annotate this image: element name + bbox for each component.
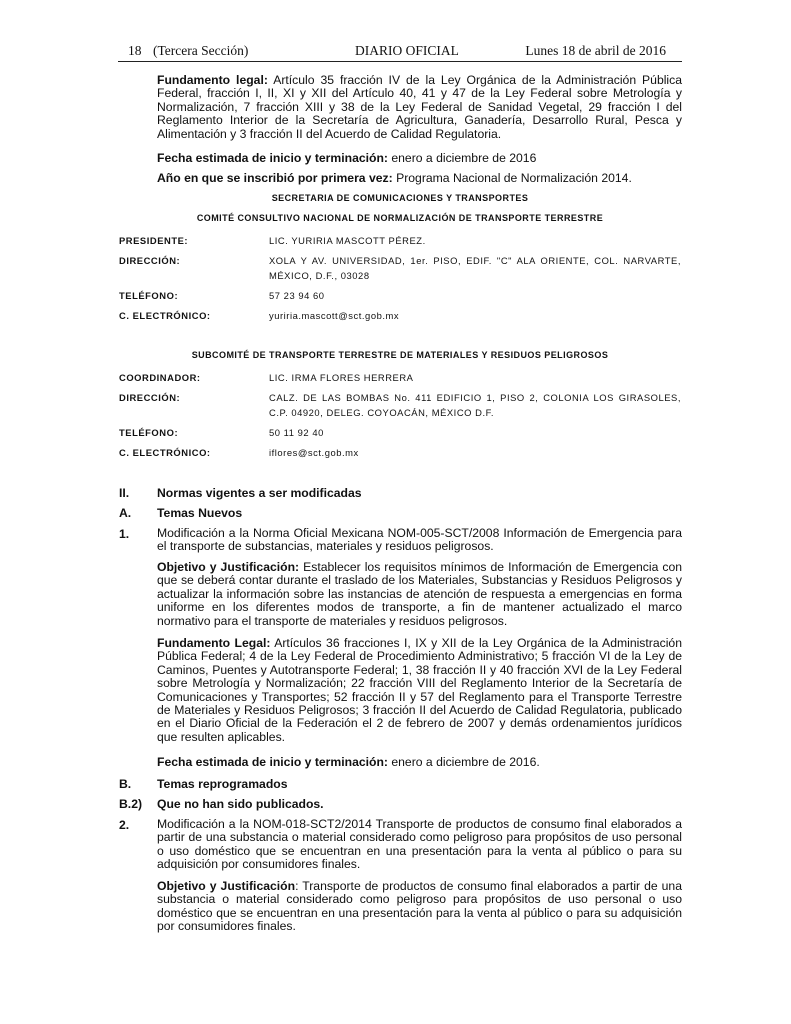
telefono-value: 50 11 92 40 [269,427,324,438]
item-title: Modificación a la Norma Oficial Mexicana NOM-005-SCT/2008 Información de Emergencia para el transporte de substancias, materiales y residuos peligrosos. [157,526,682,554]
telefono-value: 57 23 94 60 [269,290,325,301]
direccion-value: XOLA Y AV. UNIVERSIDAD, 1er. PISO, EDIF. "C" ALA ORIENTE, COL. NARVARTE, MÉXICO, D.F., 03028 [269,255,681,281]
fundamento-legal-paragraph [157,637,682,744]
objetivo-paragraph [157,561,682,628]
telefono-label: TELÉFONO: [119,290,179,301]
publication-name: DIARIO OFICIAL [355,43,459,58]
fundamento-legal-text: Artículo 35 fracción IV de la Ley Orgánica de la Administración Pública Federal, fracción I, II, XI y XII del Artículo 40, 41 y 47 de la Ley Federal sobre Metrología y Normalización, 7 fracción XIII y 38 de la Ley Federal de Sanidad Vegetal, 29 fracción I del Reglamento Interior de la Secretaría de Agricultura, Ganadería, Desarrollo Rural, Pesca y Alimentación y 3 fracción II del Acuerdo de Calidad Regulatoria. [157,73,683,141]
fundamento-legal-paragraph [157,74,682,141]
correo-value: iflores@sct.gob.mx [269,447,359,458]
fecha-estimada-text: enero a diciembre de 2016. [391,755,540,769]
fecha-estimada-text: enero a diciembre de 2016 [391,151,537,165]
correo-label: C. ELECTRÓNICO: [119,310,211,321]
direccion-label: DIRECCIÓN: [119,255,181,266]
section-title: Normas vigentes a ser modificadas [157,486,362,500]
objetivo-text: : Transporte de productos de consumo final elaborados a partir de una substancia o material considerado como peligroso para propósitos de uso personal o uso doméstico que se encuentran en una presentación para la venta al público o para su adquisición por consumidores finales. [157,879,682,934]
telefono-label: TELÉFONO: [119,427,179,438]
running-header [128,40,666,62]
section-number: A. [119,506,132,520]
subcomite-heading: SUBCOMITÉ DE TRANSPORTE TERRESTRE DE MATERIALES Y RESIDUOS PELIGROSOS [191,350,609,360]
page-number: 18 [128,43,142,58]
section-title: Temas reprogramados [157,777,288,791]
fundamento-legal-text: Artículos 36 fracciones I, IX y XII de la Ley Orgánica de la Administración Pública Federal; 4 de la Ley Federal de Procedimiento Administrativo; 5 fracción VI de la Ley de Caminos, Puentes y Autotransporte Federal; 1, 38 fracción II y 40 fracción XVI de la Ley Federal sobre Metrología y Normalización; 22 fracción VIII del Reglamento Interior de la Secretaría de Comunicaciones y Transportes; 52 fracción II y 57 del Reglamento para el Transporte Terrestre de Materiales y Residuos Peligrosos; 3 fracción II del Acuerdo de Calidad Regulatoria, publicado en el Diario Oficial de la Federación el 2 de febrero de 2007 y demás ordenamientos jurídicos que resulten aplicables. [157,636,682,744]
section-title: Que no han sido publicados. [157,797,324,811]
comite-heading: COMITÉ CONSULTIVO NACIONAL DE NORMALIZACIÓN DE TRANSPORTE TERRESTRE [196,213,604,223]
presidente-value: LIC. YURIRIA MASCOTT PÉREZ. [269,235,426,246]
direccion-label: DIRECCIÓN: [119,392,181,403]
presidente-label: PRESIDENTE: [119,235,189,246]
fundamento-legal-label: Fundamento legal: [157,73,268,87]
publication-date: Lunes 18 de abril de 2016 [525,43,666,58]
item-number: 2. [119,818,130,832]
objetivo-label: Objetivo y Justificación [157,879,296,893]
objetivo-label: Objetivo y Justificación: [157,560,300,574]
secretaria-heading: SECRETARIA DE COMUNICACIONES Y TRANSPORTES [271,193,529,203]
fecha-estimada-label: Fecha estimada de inicio y terminación: [157,151,388,165]
section-number: B.2) [119,797,143,811]
item-number: 1. [119,527,130,541]
coordinador-label: COORDINADOR: [119,372,201,383]
ano-inscripcion-label: Año en que se inscribió por primera vez: [157,171,393,185]
coordinador-value: LIC. IRMA FLORES HERRERA [269,372,414,383]
objetivo-text: Establecer los requisitos mínimos de Información de Emergencia con que se deberá contar durante el traslado de los Materiales, Substancias y Residuos Peligrosos y actualizar la información sobre las instancias de atención de respuesta a emergencias en forma uniforme en los diferentes modos de transporte, a fin de mantener actualizado el marco normativo para el transporte de materiales y residuos peligrosos. [157,560,682,628]
correo-label: C. ELECTRÓNICO: [119,447,211,458]
ano-inscripcion-text: Programa Nacional de Normalización 2014. [396,171,632,185]
section-label: (Tercera Sección) [153,43,249,58]
section-title: Temas Nuevos [157,506,243,520]
direccion-value: CALZ. DE LAS BOMBAS No. 411 EDIFICIO 1, PISO 2, COLONIA LOS GIRASOLES, C.P. 04920, DELEG. COYOACÁN, MÉXICO D.F. [269,392,681,418]
section-number: B. [119,777,132,791]
ano-inscripcion-paragraph [157,172,682,185]
fecha-estimada-paragraph [157,152,682,165]
section-number: II. [119,486,130,500]
fecha-estimada-paragraph [157,756,682,769]
objetivo-paragraph [157,880,682,934]
correo-value: yuriria.mascott@sct.gob.mx [269,310,400,321]
item-title: Modificación a la NOM-018-SCT2/2014 Transporte de productos de consumo final elaborados a partir de una substancia o material considerado como peligroso para propósitos de uso personal o uso doméstico que se encuentran en una presentación para la venta al público o para su adquisición por consumidores finales. [157,817,682,872]
fecha-estimada-label: Fecha estimada de inicio y terminación: [157,755,388,769]
header-rule [118,61,682,62]
fundamento-legal-label: Fundamento Legal: [157,636,271,650]
